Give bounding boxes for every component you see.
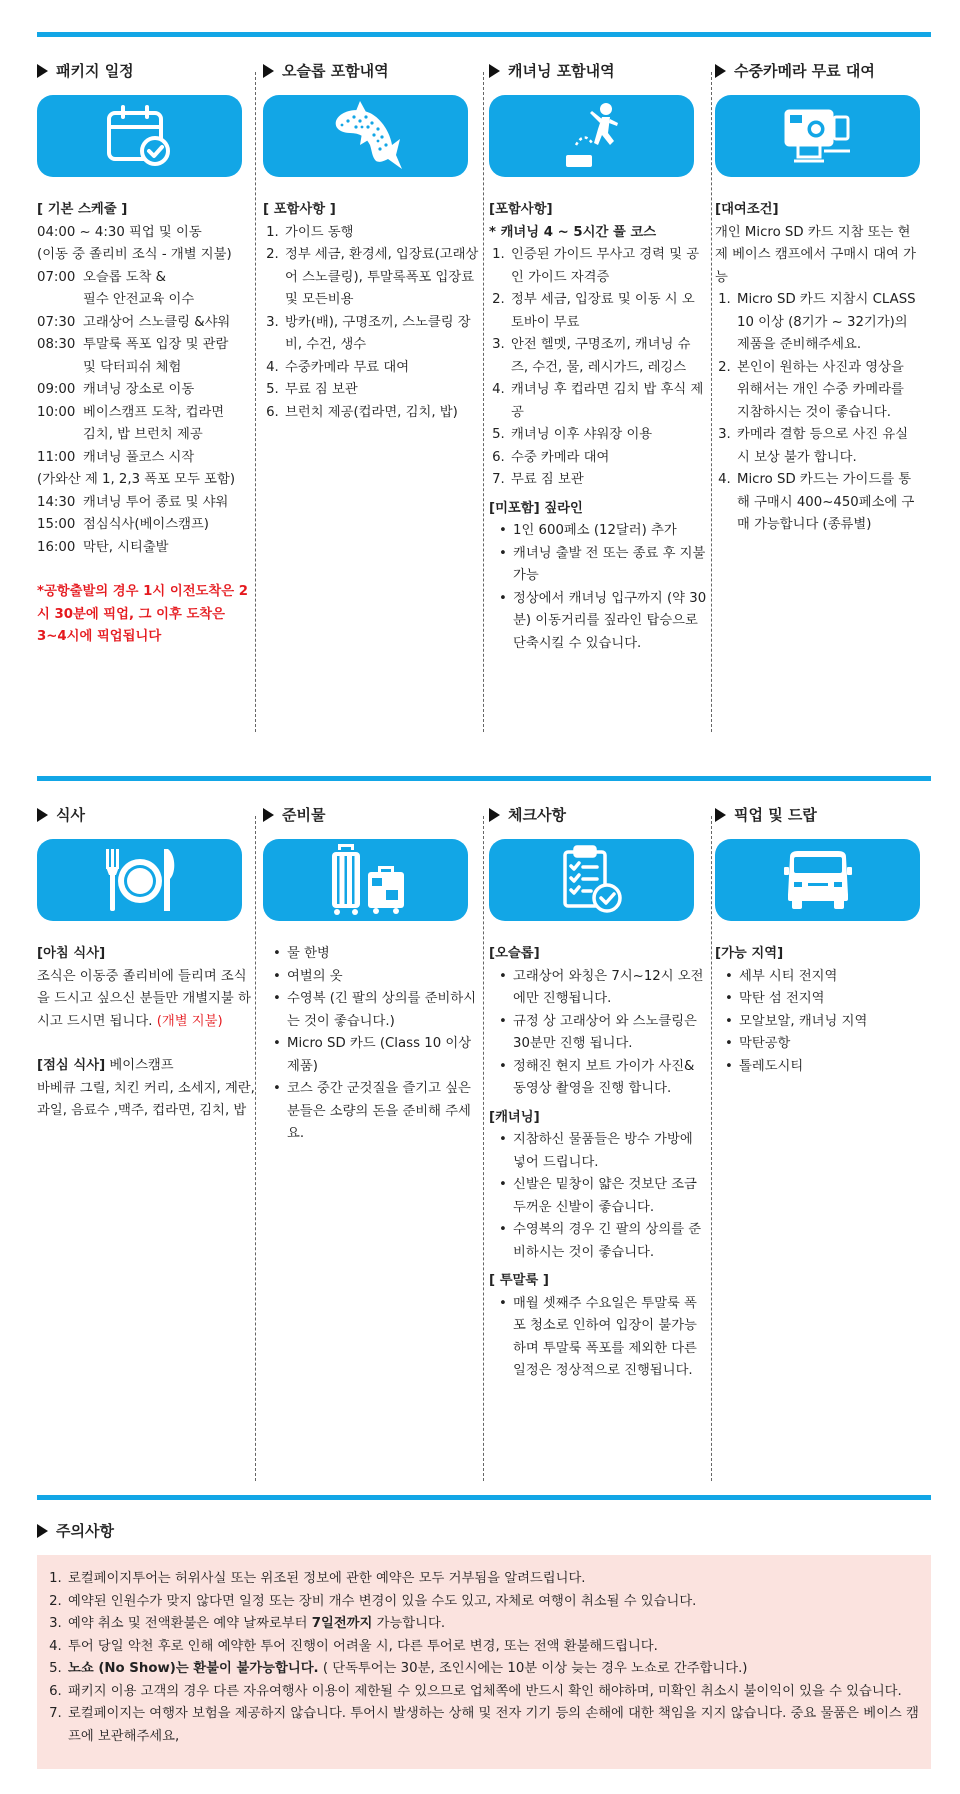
section-notice-header xyxy=(37,1495,931,1541)
triangle-icon xyxy=(489,808,500,822)
area-label: [가능 지역] xyxy=(715,946,784,961)
column-heading: 픽업 및 드랍 xyxy=(715,805,929,825)
notice-item xyxy=(66,1703,921,1748)
breakfast-text: 조식은 이동중 졸리비에 들리며 조식을 드시고 싶으신 분들만 개별지불 하시고 드시면 됩니다. (개별 지불) xyxy=(37,968,251,1029)
section-package-info xyxy=(37,32,931,655)
notice-emphasis: 노쇼 (No Show)는 환불이 불가능합니다. xyxy=(68,1661,319,1676)
schedule-time: 15:00 xyxy=(37,517,76,532)
column-heading: 준비물 xyxy=(263,805,491,825)
column-heading: 패키지 일정 xyxy=(37,61,265,81)
list-item: 5. 무료 짐 보관 xyxy=(283,379,481,402)
schedule-desc: (이동 중 졸리비 조식 - 개별 지불) xyxy=(37,247,232,262)
list-item: • 막탄공항 xyxy=(739,1033,919,1056)
schedule-desc: 픽업 및 이동 xyxy=(129,224,202,240)
rental-list xyxy=(715,289,919,537)
van-icon xyxy=(715,839,920,921)
triangle-icon xyxy=(37,808,48,822)
schedule-row xyxy=(37,312,255,335)
clipboard-check-icon xyxy=(489,839,694,921)
notice-text: 로컬페이지투어는 허위사실 또는 위조된 정보에 관한 예약은 모두 거부됨을 알려드립니다. xyxy=(68,1571,586,1586)
prep-list xyxy=(263,943,481,1146)
column-heading: 수중카메라 무료 대여 xyxy=(715,61,929,81)
schedule-time: 07:30 xyxy=(37,314,76,330)
section-top-bar xyxy=(37,1495,931,1500)
checklist-content xyxy=(489,943,717,1383)
oslob-content xyxy=(263,199,491,424)
list-item: 4. 캐녀닝 후 컵라면 김치 밥 후식 제공 xyxy=(509,379,707,424)
list-item: 3. 방카(배), 구명조끼, 스노클링 장비, 수건, 생수 xyxy=(283,312,481,357)
schedule-row xyxy=(37,244,255,267)
schedule-line xyxy=(37,222,255,245)
triangle-icon xyxy=(37,64,48,78)
action-camera-icon xyxy=(715,95,920,177)
oslob-label: [오슬롭] xyxy=(489,946,540,961)
list-item: • 고래상어 와칭은 7시~12시 오전에만 진행됩니다. xyxy=(513,966,707,1011)
canyoning-content xyxy=(489,199,717,655)
pickup-content xyxy=(715,943,929,1078)
section-label: [ 포함사항 ] xyxy=(263,202,336,217)
schedule-row xyxy=(37,447,255,470)
list-item: • 정해진 현지 보트 가이가 사진& 동영상 촬영을 진행 합니다. xyxy=(513,1056,707,1101)
schedule-row xyxy=(37,424,255,447)
breakfast-label: [아침 식사] xyxy=(37,946,106,961)
list-item: 1. Micro SD 카드 지참시 CLASS 10 이상 (8기가 ~ 32기가)의 제품을 준비해주세요. xyxy=(735,289,919,357)
list-item: • 1인 600페소 (12달러) 추가 xyxy=(513,520,707,543)
zipline-list xyxy=(489,520,707,655)
schedule-time: 04:00 ~ 4:30 xyxy=(37,224,125,240)
canyoning-label: [캐녀닝] xyxy=(489,1109,540,1125)
course-duration: * 캐녀닝 4 ~ 5시간 풀 코스 xyxy=(489,224,657,240)
notice-text: ( 단독투어는 30분, 조인시에는 10분 이상 늦는 경우 노쇼로 간주합니다.) xyxy=(318,1661,748,1676)
section-label-zipline: [미포함] 짚라인 xyxy=(489,500,583,516)
list-item: • 신발은 밑창이 얇은 것보단 조금 두꺼운 신발이 좋습니다. xyxy=(513,1174,707,1219)
notice-text: 예약 취소 및 전액환불은 예약 날짜로부터 xyxy=(68,1616,312,1631)
included-list xyxy=(263,222,481,425)
section-label: [포함사항] xyxy=(489,202,553,217)
list-item: • 톨레도시티 xyxy=(739,1056,919,1079)
included-list xyxy=(489,244,707,492)
list-item: • 정상에서 캐녀닝 입구까지 (약 30분) 이동거리를 짚라인 탑승으로 단축시킬 수 있습니다. xyxy=(513,588,707,656)
schedule-row xyxy=(37,289,255,312)
section-label: [대여조건] xyxy=(715,202,779,217)
triangle-icon xyxy=(37,1524,48,1538)
triangle-icon xyxy=(263,64,274,78)
schedule-desc: 캐녀닝 장소로 이동 xyxy=(83,382,195,397)
schedule-time: 14:30 xyxy=(37,494,76,510)
list-item: 2. 본인이 원하는 사진과 영상을 위해서는 개인 수중 카메라를 지참하시는 것이 좋습니다. xyxy=(735,357,919,425)
list-item: • 코스 중간 군것질을 즐기고 싶은 분들은 소량의 돈을 준비해 주세요. xyxy=(287,1078,481,1146)
schedule-row xyxy=(37,537,255,560)
schedule-desc: 및 닥터피쉬 체험 xyxy=(83,359,182,375)
list-item: 2. 정부 세금, 입장료 및 이동 시 오토바이 무료 xyxy=(509,289,707,334)
schedule-desc: 필수 안전교육 이수 xyxy=(83,292,195,307)
pay-separately-note: (개별 지불) xyxy=(156,1013,223,1029)
list-item: • Micro SD 카드 (Class 10 이상 제품) xyxy=(287,1033,481,1078)
column-heading: 오슬롭 포함내역 xyxy=(263,61,491,81)
triangle-icon xyxy=(489,64,500,78)
schedule-desc: 고래상어 스노클링 &샤워 xyxy=(83,314,231,330)
column-oslob-included xyxy=(263,37,491,655)
list-item: 5. 캐녀닝 이후 샤워장 이용 xyxy=(509,424,707,447)
cliff-jump-icon xyxy=(489,95,694,177)
list-item: • 지참하신 물품들은 방수 가방에 넣어 드립니다. xyxy=(513,1129,707,1174)
list-item: 4. 수중카메라 무료 대여 xyxy=(283,357,481,380)
notice-item xyxy=(66,1636,921,1659)
notice-item xyxy=(66,1613,921,1636)
plate-cutlery-icon xyxy=(37,839,242,921)
column-meals xyxy=(37,781,265,1383)
column-checklist xyxy=(489,781,717,1383)
lunch-heading: [점심 식사] 베이스캠프 xyxy=(37,1058,174,1073)
section-label: [ 기본 스케줄 ] xyxy=(37,202,128,217)
whale-shark-icon xyxy=(263,95,468,177)
list-item: • 매월 셋째주 수요일은 투말룩 폭포 청소로 인하여 입장이 불가능하며 투말룩 폭포를 제외한 다른 일정은 정상적으로 진행됩니다. xyxy=(513,1293,707,1383)
schedule-time: 16:00 xyxy=(37,539,76,555)
schedule-desc: 오슬롭 도착 & xyxy=(83,269,167,285)
rental-condition-text: 개인 Micro SD 카드 지참 또는 현제 베이스 캠프에서 구매시 대여 가능 xyxy=(715,224,916,285)
section-meal-prep xyxy=(37,776,931,1383)
column-canyoning-included xyxy=(489,37,717,655)
column-heading: 식사 xyxy=(37,805,265,825)
list-item: 1. 인증된 가이드 무사고 경력 및 공인 가이드 자격증 xyxy=(509,244,707,289)
prep-content xyxy=(263,943,491,1146)
column-package-schedule xyxy=(37,37,265,655)
notice-text: 패키지 이용 고객의 경우 다른 자유여행사 이용이 제한될 수 있으므로 업체쪽에 반드시 확인 해야하며, 미확인 취소시 불이익이 있을 수 있습니다. xyxy=(68,1683,902,1699)
list-item: 7. 무료 짐 보관 xyxy=(509,469,707,492)
list-item: • 막탄 섬 전지역 xyxy=(739,988,919,1011)
schedule-time: 11:00 xyxy=(37,449,76,465)
schedule-desc: 김치, 밥 브런치 제공 xyxy=(83,427,203,442)
notice-item xyxy=(66,1681,921,1704)
pickup-area-list xyxy=(715,966,919,1079)
schedule-list xyxy=(37,222,255,560)
schedule-row xyxy=(37,469,255,492)
tumalog-checklist xyxy=(489,1293,707,1383)
schedule-desc: 베이스캠프 도착, 컵라면 xyxy=(83,404,225,420)
notice-text: 로컬페이지는 여행자 보험을 제공하지 않습니다. 투어시 발생하는 상해 및 전자 기기 등의 손해에 대한 책임을 지지 않습니다. 중요 물품은 베이스 캠프에 보관해주세요, xyxy=(68,1706,919,1744)
list-item: • 수영복의 경우 긴 팔의 상의를 준비하시는 것이 좋습니다. xyxy=(513,1219,707,1264)
luggage-icon xyxy=(263,839,468,921)
notice-text: 예약된 인원수가 맞지 않다면 일정 또는 장비 개수 변경이 있을 수도 있고, 자체로 여행이 취소될 수 있습니다. xyxy=(68,1593,697,1609)
column-camera-rental xyxy=(715,37,929,655)
triangle-icon xyxy=(715,808,726,822)
notice-emphasis: 7일전까지 xyxy=(311,1616,373,1631)
meals-content xyxy=(37,943,265,1123)
schedule-row xyxy=(37,379,255,402)
list-item: 2. 정부 세금, 환경세, 입장료(고래상어 스노클링), 투말록폭포 입장료 및 모든비용 xyxy=(283,244,481,312)
schedule-row xyxy=(37,357,255,380)
list-item: 4. Micro SD 카드는 가이드를 통해 구매시 400~450페소에 구매 가능합니다 (종류별) xyxy=(735,469,919,537)
camera-content xyxy=(715,199,929,537)
list-item: 6. 수중 카메라 대여 xyxy=(509,447,707,470)
schedule-row xyxy=(37,492,255,515)
oslob-checklist xyxy=(489,966,707,1101)
schedule-time: 09:00 xyxy=(37,382,76,397)
schedule-desc: 투말룩 폭포 입장 및 관람 xyxy=(83,337,229,352)
notice-text: 투어 당일 악천 후로 인해 예약한 투어 진행이 어려울 시, 다른 투어로 변경, 또는 전액 환불해드립니다. xyxy=(68,1638,658,1654)
schedule-row xyxy=(37,334,255,357)
column-preparation xyxy=(263,781,491,1383)
canyoning-checklist xyxy=(489,1129,707,1264)
schedule-row xyxy=(37,267,255,290)
notice-heading: 주의사항 xyxy=(37,1521,931,1541)
schedule-time: 08:30 xyxy=(37,337,76,352)
triangle-icon xyxy=(263,808,274,822)
list-item: • 여벌의 옷 xyxy=(287,966,481,989)
list-item: • 모알보알, 캐녀닝 지역 xyxy=(739,1011,919,1034)
schedule-time: 07:00 xyxy=(37,269,76,285)
column-heading: 체크사항 xyxy=(489,805,717,825)
lunch-text: 바베큐 그릴, 치킨 커리, 소세지, 계란, 과일, 음료수 ,맥주, 컵라면, 김치, 밥 xyxy=(37,1080,255,1118)
notice-box xyxy=(37,1555,931,1769)
schedule-time: 10:00 xyxy=(37,404,76,420)
list-item: • 수영복 (긴 팔의 상의를 준비하시는 것이 좋습니다.) xyxy=(287,988,481,1033)
schedule-desc: 캐녀닝 투어 종료 및 샤워 xyxy=(83,494,229,510)
schedule-content xyxy=(37,199,265,649)
notice-item xyxy=(66,1591,921,1614)
list-item: • 캐녀닝 출발 전 또는 종료 후 지불가능 xyxy=(513,543,707,588)
list-item: • 규정 상 고래상어 와 스노클링은 30분만 진행 됩니다. xyxy=(513,1011,707,1056)
tumalog-label: [ 투말룩 ] xyxy=(489,1273,549,1288)
notice-item xyxy=(66,1658,921,1681)
list-item: 3. 카메라 결함 등으로 사진 유실 시 보상 불가 합니다. xyxy=(735,424,919,469)
list-item: 1. 가이드 동행 xyxy=(283,222,481,245)
notice-list xyxy=(37,1555,931,1748)
list-item: • 세부 시티 전지역 xyxy=(739,966,919,989)
schedule-row xyxy=(37,222,255,245)
triangle-icon xyxy=(715,64,726,78)
schedule-row xyxy=(37,402,255,425)
schedule-desc: 캐녀닝 풀코스 시작 xyxy=(83,449,195,465)
schedule-desc: 점심식사(베이스캠프) xyxy=(83,517,209,532)
airport-note: *공항출발의 경우 1시 이전도착은 2시 30분에 픽업, 그 이후 도착은 3~4시에 픽업됩니다 xyxy=(37,584,248,644)
notice-text: 가능합니다. xyxy=(372,1616,446,1631)
schedule-row xyxy=(37,514,255,537)
calendar-check-icon xyxy=(37,95,242,177)
column-pickup-dropoff xyxy=(715,781,929,1383)
schedule-desc: 막탄, 시티출발 xyxy=(83,539,169,555)
schedule-desc: (가와산 제 1, 2,3 폭포 모두 포함) xyxy=(37,472,236,487)
list-item: 6. 브런치 제공(컵라면, 김치, 밥) xyxy=(283,402,481,425)
column-heading: 캐녀닝 포함내역 xyxy=(489,61,717,81)
notice-item xyxy=(66,1568,921,1591)
list-item: 3. 안전 헬멧, 구명조끼, 캐녀닝 슈즈, 수건, 물, 레시가드, 레깅스 xyxy=(509,334,707,379)
list-item: • 물 한병 xyxy=(287,943,481,966)
